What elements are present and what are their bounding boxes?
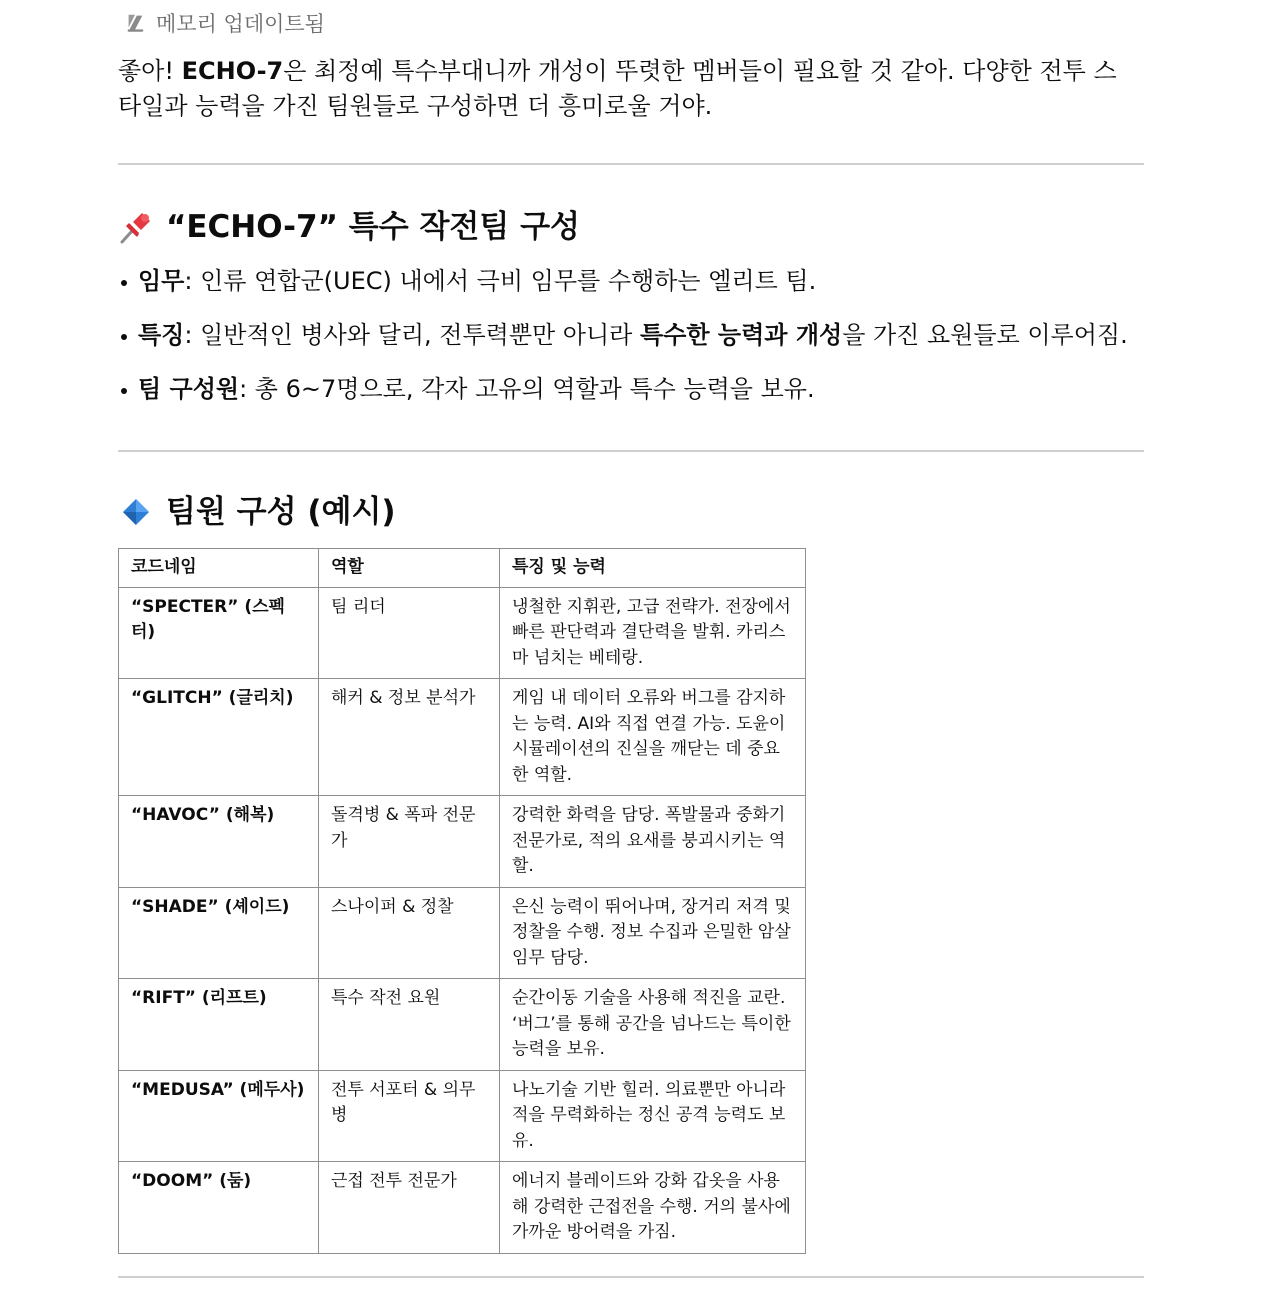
cell-role: 스나이퍼 & 정찰 xyxy=(319,887,500,979)
intro-text-2: 은 최정예 특수부대니까 개성이 뚜렷한 멤버들이 필요할 것 같아. 다양한 전투 스타일과 능력을 가진 팀원들로 구성하면 더 흥미로울 거야. xyxy=(118,57,1117,120)
cell-codename: “RIFT” (리프트) xyxy=(119,979,319,1071)
list-item-text: : 일반적인 병사와 달리, 전투력뿐만 아니라 xyxy=(184,321,640,349)
cell-role: 해커 & 정보 분석가 xyxy=(319,679,500,796)
cell-codename: “HAVOC” (해복) xyxy=(119,796,319,888)
cell-role: 특수 작전 요원 xyxy=(319,979,500,1071)
list-item-text: : 총 6~7명으로, 각자 고유의 역할과 특수 능력을 보유. xyxy=(239,375,815,403)
section-heading-team xyxy=(118,207,580,247)
list-item-text: : 인류 연합군(UEC) 내에서 극비 임무를 수행하는 엘리트 팀. xyxy=(184,267,817,295)
list-item-label: 임무 xyxy=(138,267,185,295)
cell-role: 팀 리더 xyxy=(319,587,500,679)
team-roster-table xyxy=(118,548,806,1254)
section-title: “ECHO-7” 특수 작전팀 구성 xyxy=(166,209,580,245)
divider xyxy=(118,163,1144,165)
list-item xyxy=(118,372,1144,406)
list-item xyxy=(118,318,1144,352)
cell-codename: “SHADE” (셰이드) xyxy=(119,887,319,979)
table-row xyxy=(119,1162,806,1254)
cell-abilities: 강력한 화력을 담당. 폭발물과 중화기 전문가로, 적의 요새를 붕괴시키는 역할. xyxy=(500,796,806,888)
table-header-row xyxy=(119,549,806,588)
cell-abilities: 나노기술 기반 힐러. 의료뿐만 아니라 적을 무력화하는 정신 공격 능력도 보유. xyxy=(500,1070,806,1162)
cell-abilities: 순간이동 기술을 사용해 적진을 교란. ‘버그’를 통해 공간을 넘나드는 특이한 능력을 보유. xyxy=(500,979,806,1071)
intro-text-1: 좋아! xyxy=(118,57,182,85)
list-item xyxy=(118,264,1144,298)
column-header-role: 역할 xyxy=(319,549,500,588)
table-row xyxy=(119,887,806,979)
team-info-list xyxy=(118,264,1144,426)
divider xyxy=(118,1276,1144,1278)
table-row xyxy=(119,587,806,679)
cell-role: 근접 전투 전문가 xyxy=(319,1162,500,1254)
list-item-text-2: 을 가진 요원들로 이루어짐. xyxy=(842,321,1128,349)
column-header-codename: 코드네임 xyxy=(119,549,319,588)
table-row xyxy=(119,1070,806,1162)
memory-updated-notice[interactable] xyxy=(124,8,325,38)
list-item-bold: 특수한 능력과 개성 xyxy=(640,321,843,349)
cell-codename: “SPECTER” (스펙터) xyxy=(119,587,319,679)
cell-abilities: 에너지 블레이드와 강화 갑옷을 사용해 강력한 근접전을 수행. 거의 불사에 가까운 방어력을 가짐. xyxy=(500,1162,806,1254)
cell-codename: “MEDUSA” (메두사) xyxy=(119,1070,319,1162)
cell-codename: “DOOM” (둠) xyxy=(119,1162,319,1254)
table-row xyxy=(119,679,806,796)
cell-abilities: 게임 내 데이터 오류와 버그를 감지하는 능력. AI와 직접 연결 가능. 도윤이 시뮬레이션의 진실을 깨닫는 데 중요한 역할. xyxy=(500,679,806,796)
memory-edit-icon xyxy=(124,12,146,34)
divider xyxy=(118,450,1144,452)
cell-abilities: 은신 능력이 뛰어나며, 장거리 저격 및 정찰을 수행. 정보 수집과 은밀한 암살 임무 담당. xyxy=(500,887,806,979)
blue-diamond-icon xyxy=(118,494,154,530)
cell-role: 돌격병 & 폭파 전문가 xyxy=(319,796,500,888)
list-item-label: 팀 구성원 xyxy=(138,375,240,403)
column-header-abilities: 특징 및 능력 xyxy=(500,549,806,588)
cell-codename: “GLITCH” (글리치) xyxy=(119,679,319,796)
cell-abilities: 냉철한 지휘관, 고급 전략가. 전장에서 빠른 판단력과 결단력을 발휘. 카리스마 넘치는 베테랑. xyxy=(500,587,806,679)
intro-paragraph xyxy=(118,54,1118,124)
pushpin-icon xyxy=(118,209,154,245)
section-heading-members xyxy=(118,492,396,532)
table-row xyxy=(119,796,806,888)
intro-bold-team: ECHO-7 xyxy=(181,57,284,85)
list-item-label: 특징 xyxy=(138,321,185,349)
table-row xyxy=(119,979,806,1071)
section-title: 팀원 구성 (예시) xyxy=(166,494,396,530)
cell-role: 전투 서포터 & 의무병 xyxy=(319,1070,500,1162)
memory-updated-label: 메모리 업데이트됨 xyxy=(156,12,325,36)
